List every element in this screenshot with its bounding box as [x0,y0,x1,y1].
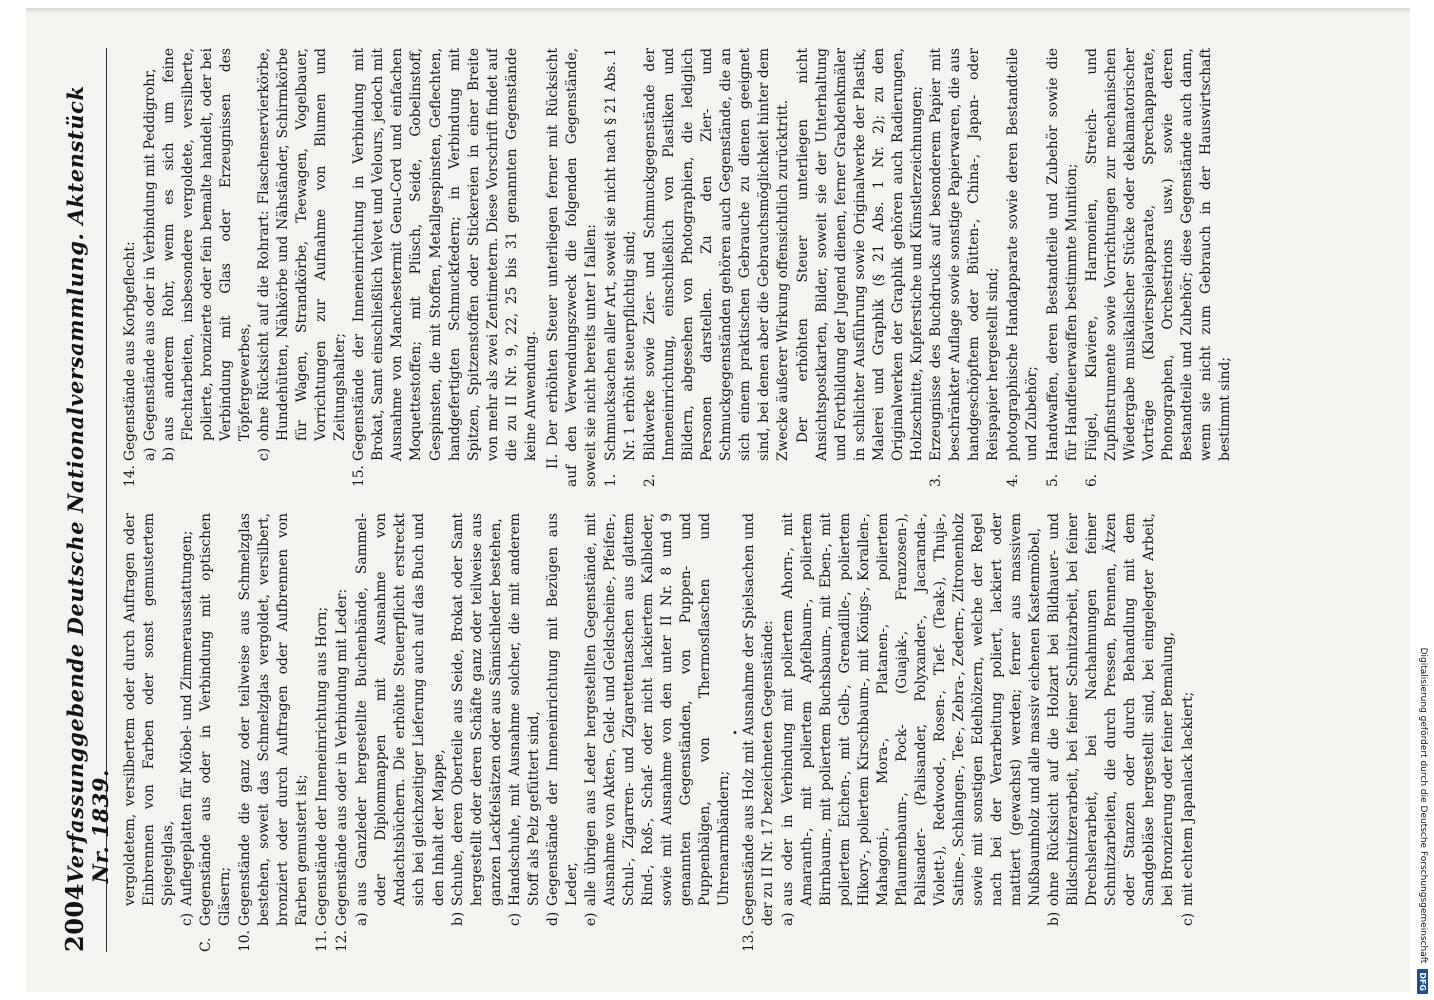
item-label: d) [544,911,561,926]
list-item [449,513,506,926]
list-item [506,513,544,926]
item-text: mit echtem Japanlack lackiert; [1179,691,1196,906]
page-number: 2004 [60,883,89,952]
item-text: Gegenstände aus oder in Verbindung mit optischen Gläsern; [198,513,234,926]
item-text: aus oder in Verbindung mit poliertem Ahorn-, mit Amaranth-, mit poliertem Apfelbaum-, poliertem Birnbaum-, mit poliertem Buchsbaum-, mit Eben-, mit poliertem Eichen-, mit Gelb-, Grenadille-, poliertem Hikory-, poliertem Kirschbaum-, mit Königs-, Korallen-, Mahagoni-, Mora-, Platanen-, poliertem Pflaumenbaum-, Pock- (Guajak-, Franzosen-), Palisander- (Palisander, Polyxander-, Jacaranda-, Violett-), Redwood-, Rosen-, Tief- (Teak-), Thuja-, Satine-, Schlangen-, Tee-, Zebra-, Zedern-, Zitronenholz sowie mit sonstigen Edelhölzern, welche der Regel nach bei der Verarbeitung poliert, lackiert oder mattiert (gewachst) werden; ferner aus massivem Nußbaumholz und alle massiv eichenen Kastenmöbel, [779,513,1044,906]
item-text: aus anderem Rohr, wenn es sich um feine Flechtarbeiten, insbesondere vergoldete, versilberte, polierte, bronzierte oder fein bemalte handelt, oder bei Verbindung mit Glas oder Erzeugnissen des Töpfergewerbes, [161,48,254,441]
paragraph-number: 15. [351,465,368,487]
section-heading: II. Der erhöhten Steuer unterliegen ferner mit Rücksicht auf den Verwendungszweck die folgenden Gegenstände, soweit sie nicht bereits unter I fallen: [544,48,599,487]
list-item [602,48,640,487]
dfg-logo-icon: DFG [1418,969,1429,994]
item-text: Erzeugnisse des Buchdrucks auf besonderem Papier mit beschränkter Auflage sowie sonstige Papierwaren, die aus handgeschöpftem oder Bütten-, China-, Japan- oder Reispapier hergestellt sind; [928,48,1002,461]
paragraph-12 [333,513,352,952]
item-label: c) [1179,912,1196,926]
digitization-credit [1412,6,1434,994]
page-header [60,48,113,952]
paragraph-number: 12. [334,930,351,952]
list-item [1179,513,1198,926]
paragraph-text: Gegenstände aus Holz mit Ausnahme der Spielsachen und der zu II Nr. 17 bezeichneten Gegenstände: [740,513,776,926]
right-column [121,48,1391,487]
paragraph-number: 13. [740,930,757,952]
item-text: aus Ganzleder hergestellte Buchenbände, Sammel- oder Diplommappen mit Ausnahme von Andachtsbüchern. Die erhöhte Steuerpflicht erstreckt sich bei gleichzeitiger Lieferung auch auf das Buch und den Inhalt der Mappe, [354,513,447,906]
item-text: Gegenstände der Inneneinrichtung mit Bezügen aus Leder, [544,513,580,906]
list-item [160,48,255,461]
left-column [121,513,1391,952]
paragraph-text: Gegenstände aus oder in Verbindung mit Leder: [334,588,351,926]
item-text: Handwaffen, deren Bestandteile und Zubehör sowie die für Handfeuerwaffen bestimmte Munition; [1044,48,1080,461]
item-label: 2. [641,473,658,487]
paragraph-text: Gegenstände der Inneneinrichtung in Verbindung mit Brokat, Samt einschließlich Velvet und Velours, jedoch mit Ausnahme von Manchestermit Genu-Cord und einfachen Moquettestoffen; mit Plüsch, Seide, Gobelinstoff, Gespinsten, die mit Stoffen, Metallgespinsten, Geflechten, handgefertigten Schmuckfedern; in Verbindung mit Spitzen, Spitzenstoffen oder Stickereien in einer Breite von mehr als zwei Zentimetern. Diese Vorschrift findet auf die zu II Nr. 9, 22, 25 bis 31 genannten Gegenstände keine Anwendung. [351,48,539,461]
item-label: 6. [1083,473,1100,487]
item-label: 5. [1044,473,1061,487]
paragraph-number: 14. [122,465,138,487]
list-item [1045,513,1178,926]
note-text: Der erhöhten Steuer unterliegen nicht Ansichtspostkarten, Bilder, soweit sie der Unterhaltung und Fortbildung der Jugend dienen, ferner Grabdenkmäler in schlichter Ausführung sowie Originalwerke der Plastik, Malerei und Graphik (§ 21 Abs. 1 Nr. 2); zu den Originalwerken der Graphik gehören auch Radierungen, Holzschnitte, Kupferstiche und Künstlerzeichnungen; [795,48,926,461]
list-item [927,48,1003,487]
item-text: Schmucksachen aller Art, soweit sie nicht nach § 21 Abs. 1 Nr. 1 erhöht steuerpflichtig sind; [602,48,638,461]
paragraph-11 [313,513,332,952]
item-label: 4. [1005,473,1022,487]
item-label: b) [1046,911,1063,926]
item-label: c) [179,912,196,926]
item-text: Auflegeplatten für Möbel- und Zimmerausstattungen; [179,530,196,906]
list-item [197,513,235,952]
item-label: a) [142,447,159,461]
item-text: Handschuhe, mit Ausnahme solcher, die mit anderem Stoff als Pelz gefüttert sind, [506,513,542,906]
item-text: ohne Rücksicht auf die Holzart bei Bildhauer- und Bildschnitzerarbeit, bei feiner Schnitzarbeit, bei feiner Drechslerarbeit, bei Nachahmungen feiner Schnitzarbeiten, die durch Pressen, Brennen, Ätzen oder Stanzen oder durch Behandlung mit dem Sandgebläse hergestellt sind, bei eingelegter Arbeit, bei Bronzierung oder feiner Bemalung, [1046,513,1177,906]
paragraph-number: 10. [237,930,254,952]
item-label: c) [256,447,273,461]
item-text: alle übrigen aus Leder hergestellten Gegenstände, mit Ausnahme von Akten-, Geld- und Geldscheine-, Pfeifen-, Schul-, Zigarren- und Zigarettentaschen aus glattem Rind-, Roß-, Schaf- oder nicht lackiertem Kalbleder, sowie mit Ausnahme von den unter II Nr. 8 und 9 genannten Gegenständen, von Puppen- und Puppenbälgen, von Thermosflaschen und Uhrenarmbändern; [582,513,732,906]
text-columns [121,48,1391,952]
list-item [582,513,734,926]
continuation-text: vergoldetem, versilbertem oder durch Auftragen oder Einbrennen von Farben oder sonst gemustertem Spiegelglas, [122,513,177,906]
item-text: photographische Handapparate sowie deren Bestandteile und Zubehör; [1005,48,1041,461]
list-item [544,513,582,926]
list-item [1083,48,1235,487]
print-dot: • [731,729,742,736]
item-label: 3. [928,473,945,487]
item-label: 1. [602,473,619,487]
list-item [779,513,1045,926]
paragraph-15 [350,48,540,487]
list-item [641,48,793,487]
list-item [141,48,160,461]
paragraph-13 [740,513,778,952]
paragraph-10 [236,513,312,952]
list-item [1044,48,1082,487]
item-label: a) [779,912,796,926]
list-item [255,48,350,461]
item-label: b) [161,446,178,461]
item-label: c) [506,912,523,926]
list-item [1004,48,1042,487]
item-label: C. [198,937,215,952]
list-item [353,513,448,926]
page-title: Verfassunggebende Deutsche Nationalversammlung. Aktenstück Nr. 1839. [63,85,113,884]
document-page [26,8,1410,992]
item-text: Flügel, Klaviere, Harmonien, Streich- und Zupfinstrumente sowie Vorrichtungen zur mechanischen Wiedergabe musikalischer Stücke oder deklamatorischer Vorträge (Klavierspielapparate, Sprechapparate, Phonographen, Orchestrions usw.) sowie deren Bestandteile und Zubehör; diese Gegenstände auch dann, wenn sie nicht zum Gebrauch in der Hauswirtschaft bestimmt sind; [1083,48,1233,461]
item-text: Schuhe, deren Oberteile aus Seide, Brokat oder Samt hergestellt oder deren Schäfte ganz oder teilweise aus ganzen Lackfelsätzen oder aus Sämischleder bestehen, [449,513,504,906]
paragraph-14 [121,48,140,487]
item-label: a) [354,912,371,926]
paragraph-text: Gegenstände der Inneneinrichtung aus Horn; [314,606,331,926]
item-label: b) [449,911,466,926]
paragraph-number: 11. [314,930,331,952]
item-text: ohne Rücksicht auf die Rohrart: Flaschenservierkörbe, Hundehütten, Nähkörbe und Nähständer, Schirmkörbe für Wagen, Strandkörbe, Teewagen, Vogelbauer, Vorrichtungen zur Aufnahme von Blumen und Zeitungshalter; [256,48,349,441]
credit-text: Digitalisierung gefördert durch die Deutsche Forschungsgemeinschaft [1418,647,1428,964]
item-text: Gegenstände aus oder in Verbindung mit Peddigrohr, [142,68,159,441]
paragraph-text: Gegenstände aus Korbgeflecht: [122,241,138,461]
item-label: e) [582,912,599,926]
digitization-credit-inner [1412,6,1434,994]
item-text: Bildwerke sowie Zier- und Schmuckgegenstände der Inneneinrichtung, einschließlich von Plastiken und Bildern, abgesehen von Photographien, die lediglich Personen darstellen. Zu den Zier- und Schmuckgegenständen gehören auch Gegenstände, die an sich einem praktischen Gebrauche zu dienen geeignet sind, bei denen aber die Gebrauchsmöglichkeit hinter dem Zwecke äußerer Wirkung offensichtlich zurücktritt. [641,48,792,461]
paragraph-text: Gegenstände die ganz oder teilweise aus Schmelzglas bestehen, soweit das Schmelzglas vergoldet, versilbert, bronziert oder durch Auftragen oder Aufbrennen von Farben gemustert ist; [237,513,311,926]
list-item [178,513,197,926]
